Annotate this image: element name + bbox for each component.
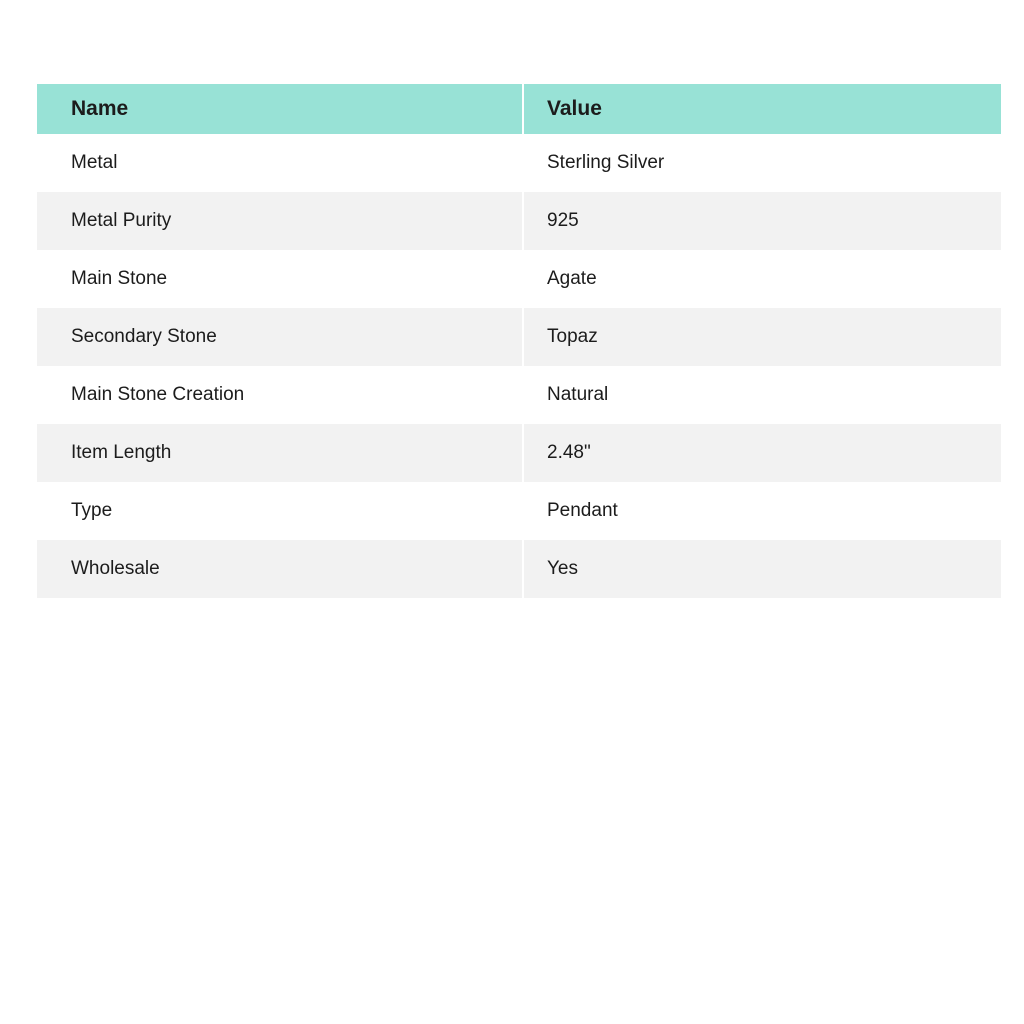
row-value-cell: Pendant bbox=[547, 500, 618, 521]
row-value-cell: Natural bbox=[547, 384, 609, 405]
header-value: Value bbox=[547, 97, 602, 120]
row-value-cell: Topaz bbox=[547, 326, 598, 347]
table-row bbox=[37, 308, 1001, 366]
header-name: Name bbox=[37, 84, 524, 134]
row-value-cell: 2.48" bbox=[547, 442, 591, 463]
row-name-cell: Wholesale bbox=[37, 540, 524, 598]
row-name-cell: Type bbox=[37, 482, 524, 540]
row-value-cell: 925 bbox=[547, 210, 579, 231]
row-name-cell: Secondary Stone bbox=[37, 308, 524, 366]
row-value-cell: Sterling Silver bbox=[547, 152, 665, 173]
table-row bbox=[37, 366, 1001, 424]
row-value-cell: Agate bbox=[547, 268, 597, 289]
table-row bbox=[37, 134, 1001, 192]
table-row bbox=[37, 540, 1001, 598]
table-body bbox=[37, 134, 1001, 598]
table-row bbox=[37, 424, 1001, 482]
table-row bbox=[37, 482, 1001, 540]
row-name-cell: Metal bbox=[37, 134, 524, 192]
row-name-cell: Item Length bbox=[37, 424, 524, 482]
table-row bbox=[37, 192, 1001, 250]
row-name-cell: Main Stone bbox=[37, 250, 524, 308]
row-name-cell: Metal Purity bbox=[37, 192, 524, 250]
table-header-row bbox=[37, 84, 1001, 134]
row-value-cell: Yes bbox=[547, 558, 578, 579]
row-name-cell: Main Stone Creation bbox=[37, 366, 524, 424]
table-row bbox=[37, 250, 1001, 308]
product-spec-table bbox=[37, 84, 1001, 598]
